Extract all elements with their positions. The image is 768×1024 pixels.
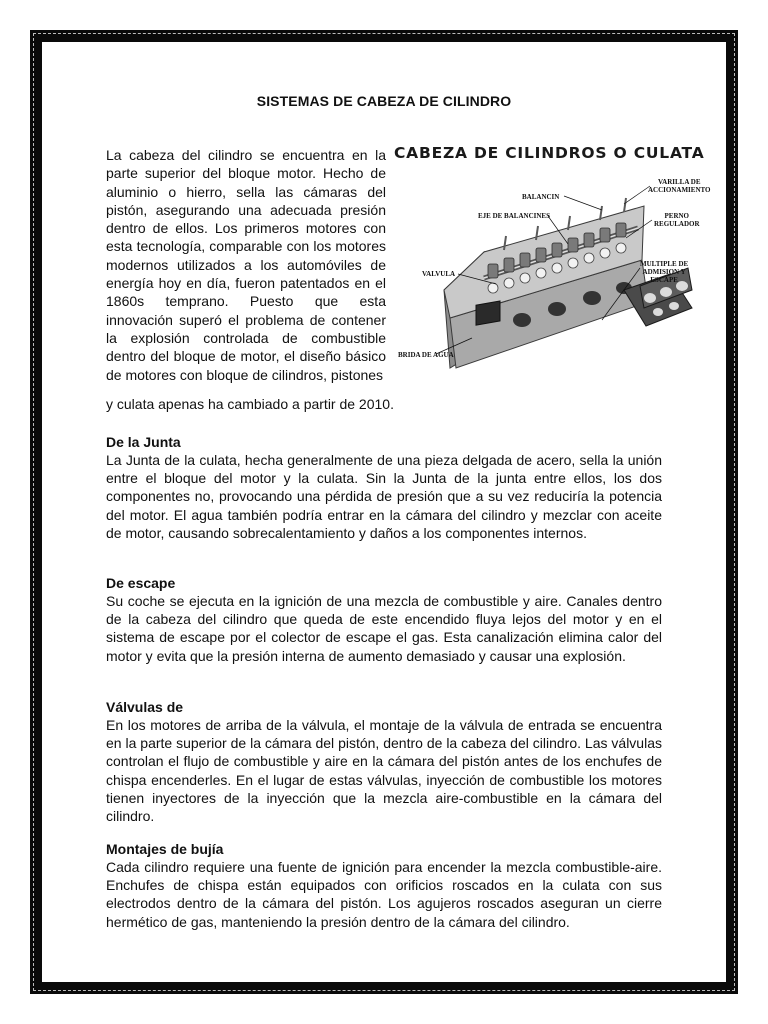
label-balancin: BALANCIN <box>522 193 560 201</box>
section-de-escape <box>106 574 662 665</box>
section-heading: De la Junta <box>106 434 181 450</box>
label-valvula: VALVULA <box>422 270 456 278</box>
label-perno-regulador: PERNO REGULADOR <box>654 212 700 228</box>
section-montajes-de-bujia <box>106 840 662 931</box>
section-heading: Montajes de bujía <box>106 841 224 857</box>
label-multiple-admision-escape: MULTIPLE DE ADMISION Y ESCAPE <box>640 260 689 284</box>
section-body: Su coche se ejecuta en la ignición de una mezcla de combustible y aire. Canales dentro de la cabeza del cilindro que queda de este encendido fluya lejos del motor y en el sistema de escape por el colector de escape el gas. Esta canalización elimina calor del motor y evita que la presión interna de aumento demasiado y causar una explosión. <box>106 593 662 664</box>
section-body: En los motores de arriba de la válvula, el montaje de la válvula de entrada se encuentra en la parte superior de la cámara del pistón, dentro de la cabeza del cilindro. Las válvulas controlan el flujo de combustible y aire en la cámara del pistón antes de los enchufes de chispa encenderles. En el lugar de estas válvulas, inyección de combustible los motores tienen inyectores de la inyección que la mezcla aire-combustible en la cámara del cilindro. <box>106 717 662 825</box>
cylinder-head-illustration <box>392 140 732 372</box>
label-eje-de-balancines: EJE DE BALANCINES <box>478 212 550 220</box>
section-heading: Válvulas de <box>106 699 184 715</box>
figure-title: CABEZA DE CILINDROS O CULATA <box>394 144 705 162</box>
label-varilla-de-accionamiento: VARILLA DE ACCIONAMIENTO <box>648 178 711 194</box>
section-valvulas-de <box>106 698 662 825</box>
section-de-la-junta <box>106 433 662 542</box>
intro-paragraph: La cabeza del cilindro se encuentra en la parte superior del bloque motor. Hecho de aluminio o hierro, sella las cámaras del pistón, asegurando una adecuada presión dentro de ellos. Los primeros motores con esta tecnología, comparable con los motores modernos utilizados a los automóviles de energía hoy en día, fueron patentados en el 1860s temprano. Puesto que esta innovación superó el problema de contener la explosión controlada de combustible dentro del bloque de motor, el diseño básico de motores con bloque de cilindros, pistones <box>106 147 386 383</box>
section-body: Cada cilindro requiere una fuente de ignición para encender la mezcla combustible-aire. Enchufes de chispa están equipados con orificios roscados en la culata con sus electrodos dentro de la cámara del pistón. Los agujeros roscados aseguran un cierre hermético de gas, manteniendo la presión dentro de la cámara del cilindro. <box>106 859 662 930</box>
page-title: SISTEMAS DE CABEZA DE CILINDRO <box>256 93 512 109</box>
cylinder-head-figure <box>392 140 732 372</box>
section-heading: De escape <box>106 575 176 591</box>
intro-paragraph-last-line: y culata apenas ha cambiado a partir de 2010. <box>106 396 394 412</box>
section-body: La Junta de la culata, hecha generalmente de una pieza delgada de acero, sella la unión entre el bloque del motor y la culata. Sin la Junta de la junta entre ellos, los dos componentes no, provocando una pérdida de presión que a su vez reduciría la potencia del motor. El agua también podría entrar en la cámara del cilindro y mezclar con aceite de motor, causando sobrecalentamiento y daños a los componentes internos. <box>106 452 662 541</box>
label-brida-de-agua: BRIDA DE AGUA <box>398 351 454 359</box>
